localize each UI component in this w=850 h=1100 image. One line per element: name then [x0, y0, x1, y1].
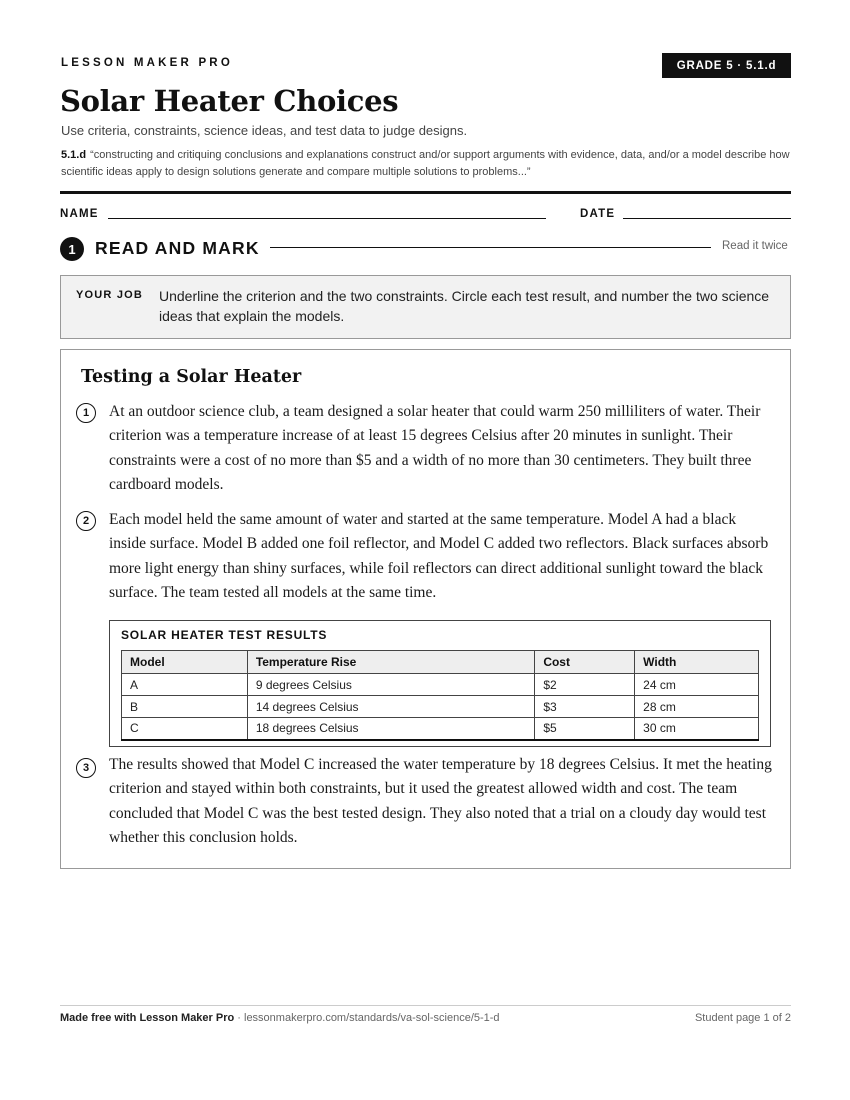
table-cell: 18 degrees Celsius — [247, 718, 535, 740]
table-caption: SOLAR HEATER TEST RESULTS — [121, 628, 328, 642]
standard-description — [61, 147, 791, 180]
name-label: NAME — [60, 208, 99, 220]
standard-code: 5.1.d — [61, 149, 87, 161]
paragraph-number-3: 3 — [76, 758, 96, 778]
table-cell: $3 — [535, 696, 635, 718]
header-divider — [60, 191, 791, 194]
footer-page-number: Student page 1 of 2 — [694, 1012, 791, 1024]
paragraph-number-1: 1 — [76, 403, 96, 423]
table-row — [122, 674, 759, 696]
table-cell: 28 cm — [635, 696, 759, 718]
table-cell: 14 degrees Celsius — [247, 696, 535, 718]
footer-divider — [60, 1005, 791, 1006]
section-number-badge: 1 — [60, 237, 84, 261]
table-cell: A — [122, 674, 248, 696]
table-header-cell: Model — [122, 651, 248, 674]
brand-name: LESSON MAKER PRO — [61, 57, 233, 69]
table-cell: $5 — [535, 718, 635, 740]
footer-made-with: Made free with Lesson Maker Pro — [60, 1012, 235, 1024]
standard-text: “constructing and critiquing conclusions and explanations construct and/or support arguments with evidence, data, and/or a model describe how scientific ideas apply to design solutions generate and compare multiple solutions to problems...” — [61, 149, 790, 178]
paragraph-number-2: 2 — [76, 511, 96, 531]
table-header-row — [122, 651, 759, 674]
grade-badge: GRADE 5 · 5.1.d — [662, 53, 791, 78]
date-label: DATE — [580, 208, 616, 220]
reading-passage — [60, 349, 791, 869]
table-header-cell: Width — [635, 651, 759, 674]
date-field[interactable] — [623, 218, 791, 219]
footer-credit — [60, 1012, 500, 1024]
section-note: Read it twice — [722, 240, 788, 252]
table-cell: B — [122, 696, 248, 718]
table-header-cell: Temperature Rise — [247, 651, 535, 674]
page-title: Solar Heater Choices — [60, 84, 399, 118]
your-job-instructions: Underline the criterion and the two constraints. Circle each test result, and number the two science ideas that explain the models. — [159, 288, 770, 324]
footer-url-link[interactable]: lessonmakerpro.com/standards/va-sol-science/5-1-d — [244, 1012, 500, 1024]
paragraph-2: Each model held the same amount of water and started at the same temperature. Model A had a black inside surface. Model B added one foil reflector, and Model C added two reflectors. Black surfaces absorb more light energy than shiny surfaces, while foil reflectors can direct additional sunlight toward the black surface. The team tested all models at the same time. — [109, 511, 769, 601]
table-header-cell: Cost — [535, 651, 635, 674]
table-cell: 24 cm — [635, 674, 759, 696]
paragraph-3: The results showed that Model C increased the water temperature by 18 degrees Celsius. It met the heating criterion and stayed within both constraints, but it used the greatest allowed width and cost. The team concluded that Model C was the best tested design. They also noted that a trial on a cloudy day would test whether this conclusion holds. — [109, 756, 772, 846]
results-table — [121, 650, 759, 741]
paragraph-1: At an outdoor science club, a team designed a solar heater that could warm 250 milliliters of water. Their criterion was a temperature increase of at least 15 degrees Celsius after 20 minutes in sunlight. Their constraints were a cost of no more than $5 and a width of no more than 30 centimeters. They built three cardboard models. — [109, 403, 761, 493]
your-job-box — [60, 275, 791, 339]
footer-separator: · — [234, 1012, 244, 1024]
table-row — [122, 718, 759, 740]
table-cell: 9 degrees Celsius — [247, 674, 535, 696]
table-row — [122, 696, 759, 718]
your-job-label: YOUR JOB — [76, 289, 144, 301]
passage-title: Testing a Solar Heater — [81, 367, 302, 387]
table-cell: C — [122, 718, 248, 740]
table-cell: $2 — [535, 674, 635, 696]
name-field[interactable] — [108, 218, 546, 219]
results-table-box — [109, 620, 771, 747]
section-title: READ AND MARK — [95, 238, 260, 258]
page-subtitle: Use criteria, constraints, science ideas, and test data to judge designs. — [61, 123, 468, 138]
table-cell: 30 cm — [635, 718, 759, 740]
section-divider — [270, 247, 711, 248]
